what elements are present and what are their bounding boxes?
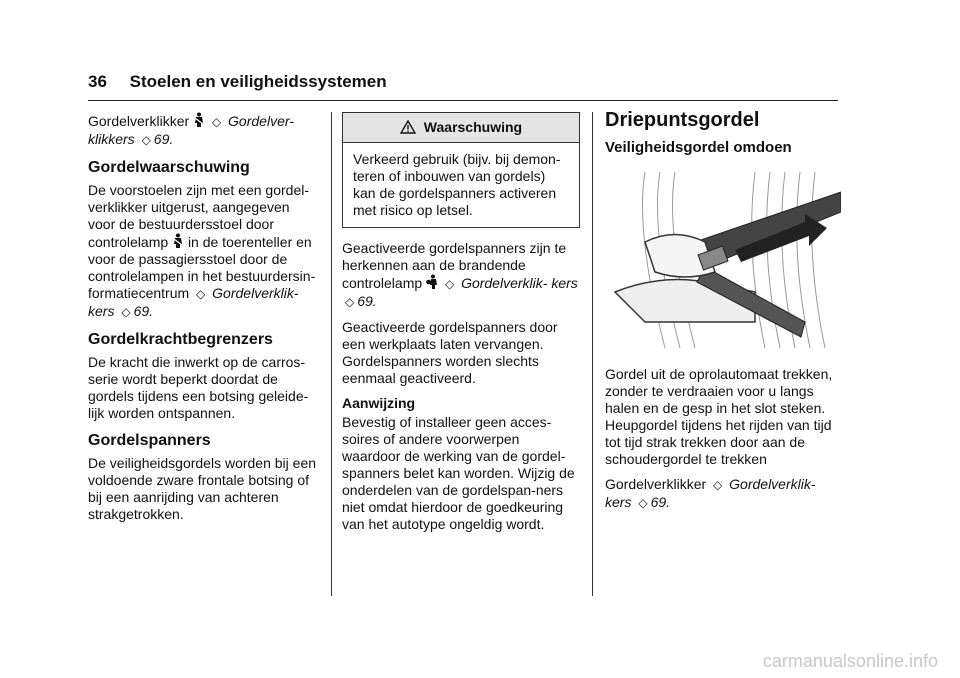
heading-gordelwaarschuwing: Gordelwaarschuwing (88, 159, 250, 176)
ref-arrow-icon: ◇ (713, 478, 723, 492)
seatbelt-illustration (605, 172, 841, 348)
intro-paragraph: Gordelverklikker ◇ Gordelver- klikkers ◇ 69. (88, 113, 294, 147)
paragraph-geactiveerde-1: Geactiveerde gordelspanners zijn te herkennen aan de brandende controlelamp ◇ Gordelverklik- kers ◇ 69. (342, 240, 578, 309)
note-text: Bevestig of installeer geen acces-soires of andere voorwerpen waardoor de werking van de gordel-spanners belet kan worden. Wijzig de onderdelen van de gordelspan-ners niet omdat hierdoor de goedkeuring van het autotype ongeldig wordt. (342, 414, 575, 532)
warning-text: Verkeerd gebruik (bijv. bij demon-teren of inbouwen van gordels) kan de gordelspanners activeren met risico op letsel. (353, 151, 561, 218)
column-1 (88, 112, 320, 531)
warning-triangle-icon (400, 120, 416, 134)
seatbelt-person-icon (172, 233, 184, 249)
column-divider-1 (331, 112, 332, 596)
paragraph-gordelwaarschuwing: De voorstoelen zijn met een gordel-verklikker uitgerust, aangegeven voor de bestuurdersstoel door controlelamp in de toerenteller en voor de passagiersstoel door de controlelampen in het bestuurdersin-formatiecentrum ◇ Gordelverklik- kers ◇ 69. (88, 182, 316, 319)
ref-arrow-icon: ◇ (141, 133, 151, 147)
warning-header: Waarschuwing (343, 113, 579, 143)
watermark: carmanualsonline.info (762, 651, 938, 671)
warning-box (342, 112, 580, 228)
paragraph-gordelkrachtbegrenzers: De kracht die inwerkt op de carros-serie wordt beperkt doordat de gordels tijdens een botsing geleide-lijk worden ontspannen. (88, 354, 309, 421)
airbag-person-icon (426, 274, 438, 290)
page-title: Stoelen en veiligheidssystemen (129, 72, 387, 91)
ref-arrow-icon: ◇ (196, 287, 206, 301)
page-header (88, 72, 387, 92)
heading-gordelkrachtbegrenzers: Gordelkrachtbegrenzers (88, 331, 273, 348)
page-number: 36 (88, 72, 107, 91)
seatbelt-person-icon (193, 112, 205, 128)
ref-arrow-icon: ◇ (444, 277, 455, 291)
paragraph-gordelspanners: De veiligheidsgordels worden bij een voldoende zware frontale botsing of bij een aanrijding van achteren strakgetrokken. (88, 455, 317, 522)
ref-arrow-icon: ◇ (638, 496, 648, 510)
note-title: Aanwijzing (342, 395, 416, 411)
paragraph-verklikker-ref: Gordelverklikker ◇ Gordelverklik- kers ◇ 69. (605, 476, 816, 510)
column-divider-2 (592, 112, 593, 596)
column-3 (605, 109, 843, 520)
section-title: Driepuntsgordel (605, 109, 760, 131)
ref-arrow-icon: ◇ (121, 305, 131, 319)
header-rule (88, 100, 838, 101)
ref-arrow-icon: ◇ (211, 115, 222, 129)
heading-gordelspanners: Gordelspanners (88, 432, 211, 449)
paragraph-omdoen: Gordel uit de oprolautomaat trekken, zonder te verdraaien voor u langs halen en de gesp in het slot steken. Heupgordel tijdens het rijden van tijd tot tijd strak trekken door aan de schoudergordel te trekken (605, 366, 833, 467)
section-subtitle: Veiligheidsgordel omdoen (605, 139, 792, 156)
ref-arrow-icon: ◇ (345, 295, 355, 309)
paragraph-geactiveerde-2: Geactiveerde gordelspanners door een werkplaats laten vervangen. Gordelspanners worden slechts eenmaal geactiveerd. (342, 319, 558, 386)
column-2 (342, 112, 580, 541)
